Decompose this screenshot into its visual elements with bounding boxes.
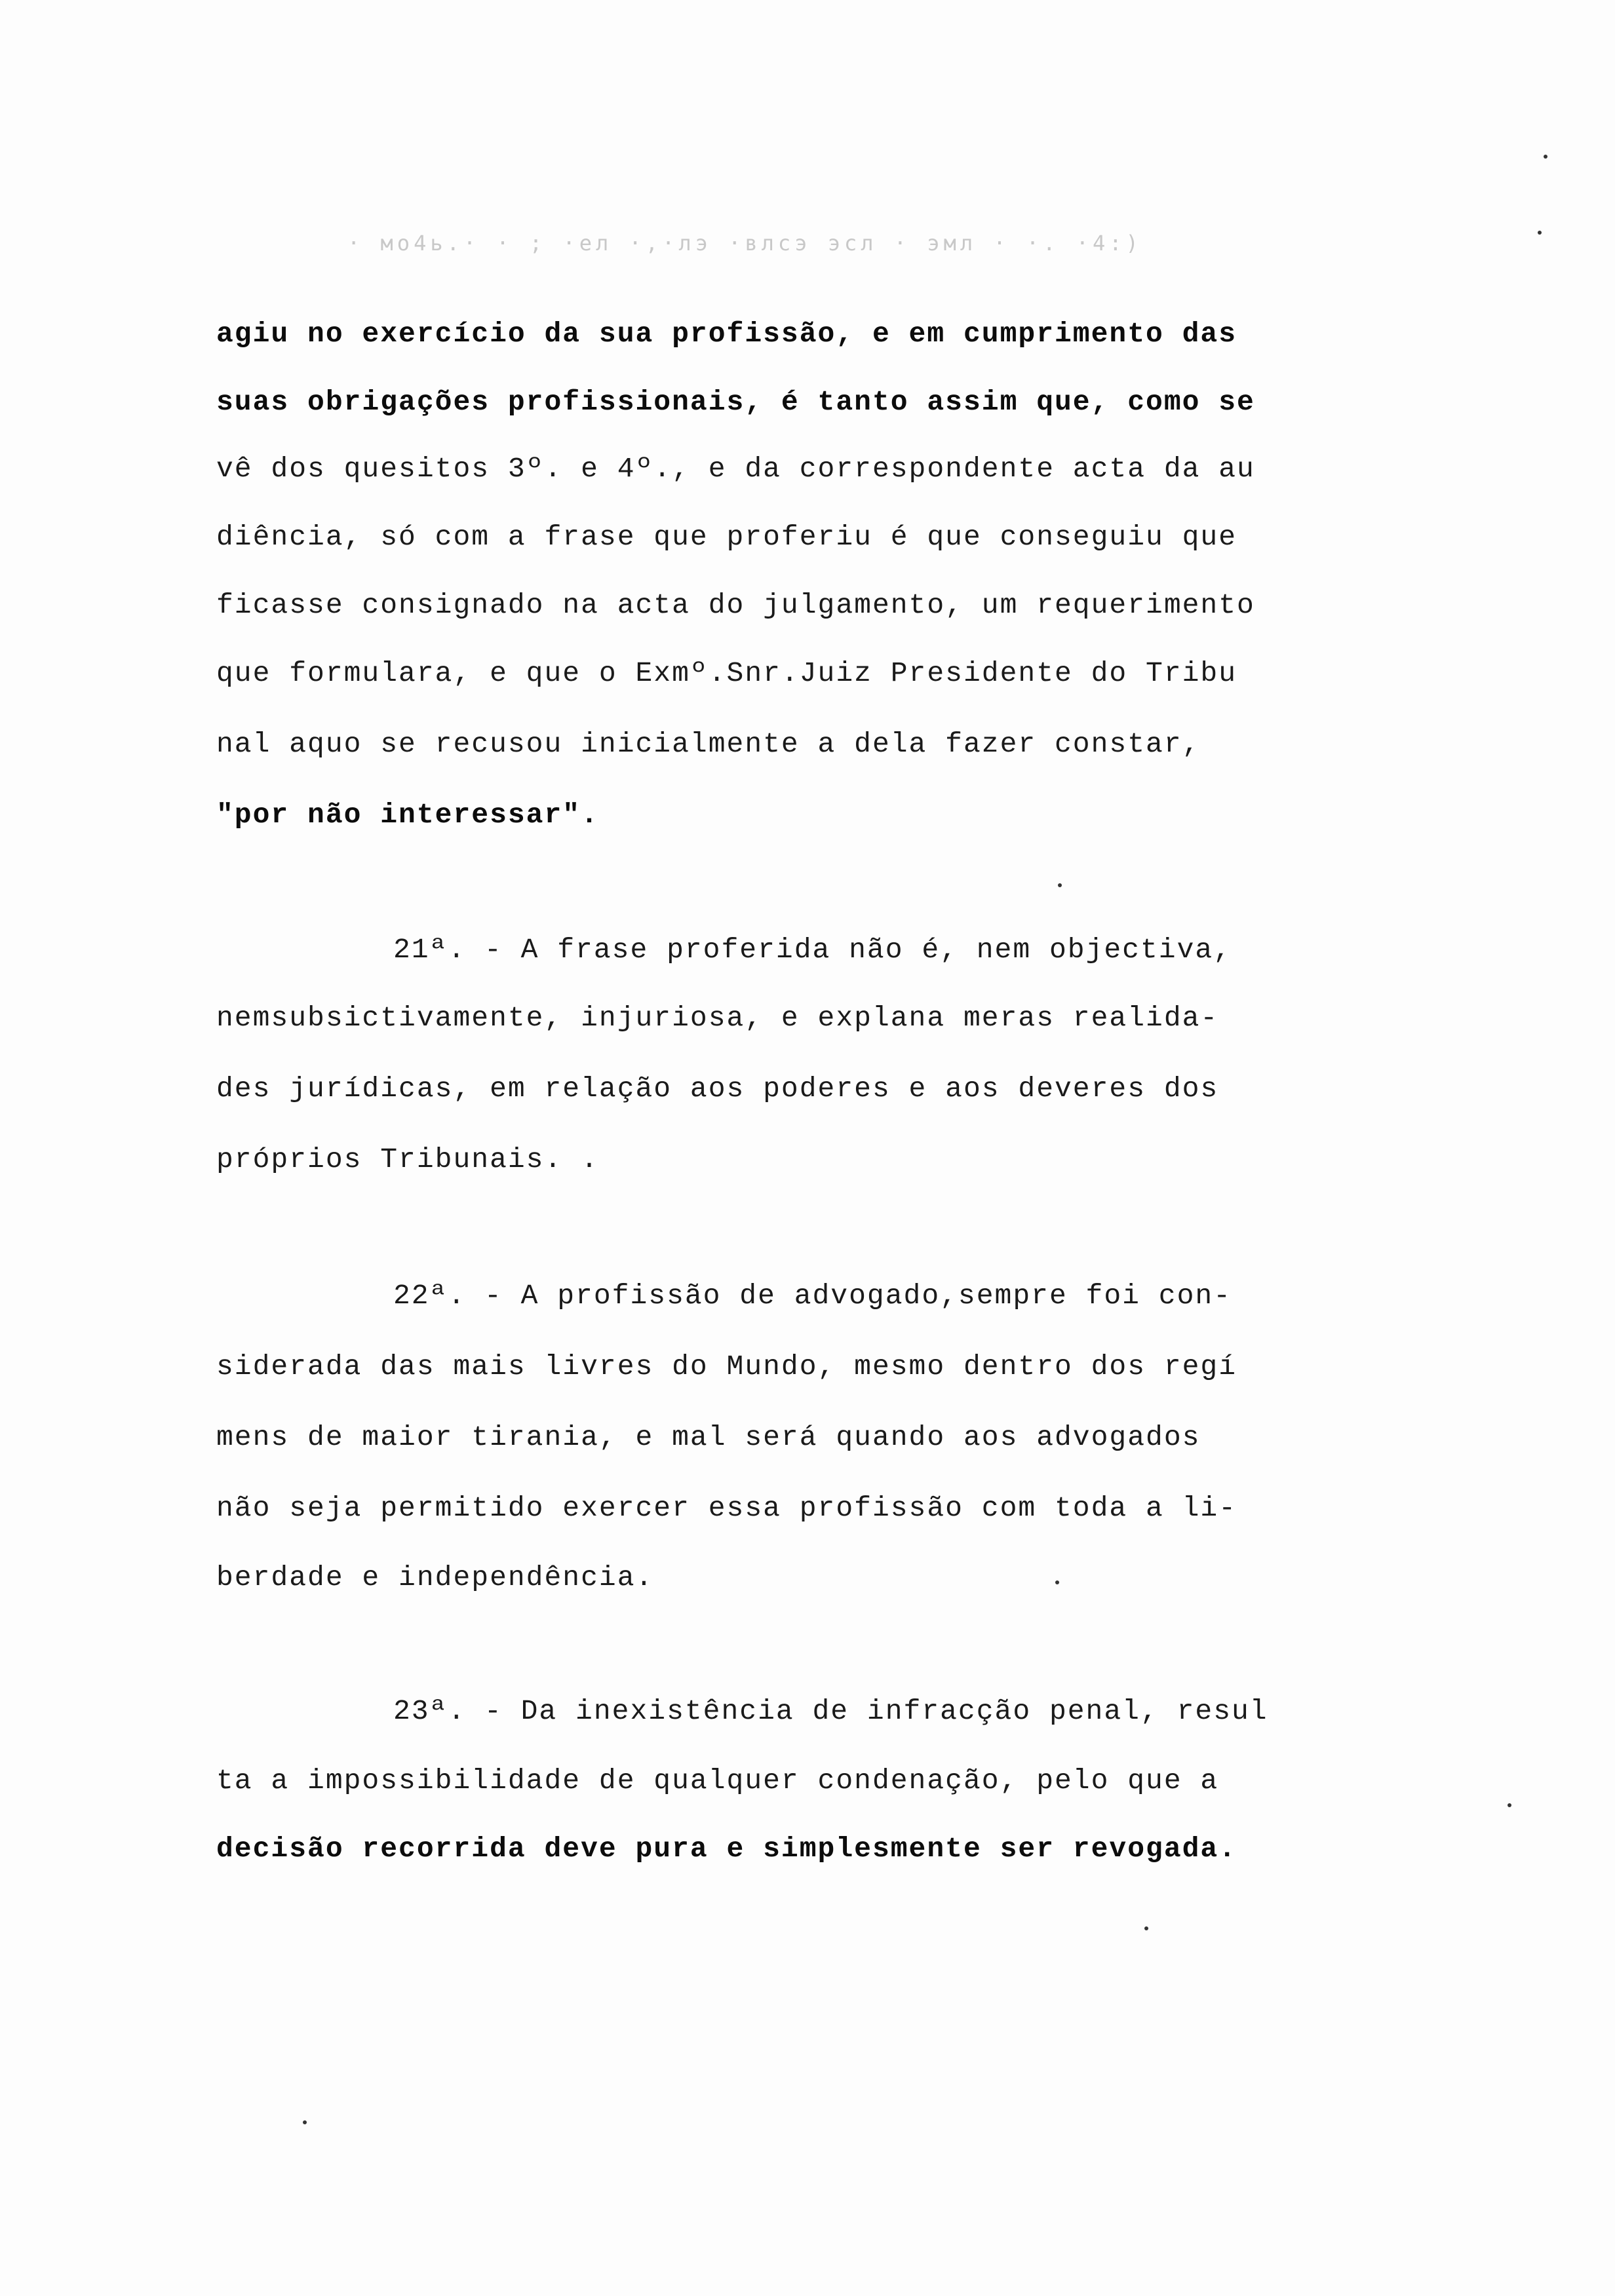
- paragraph-3-line-3: mens de maior tirania, e mal será quando aos advogados: [216, 1421, 1201, 1453]
- scan-speck: [1508, 1803, 1511, 1807]
- paragraph-1-line-3: vê dos quesitos 3º. e 4º., e da correspondente acta da au: [216, 453, 1255, 485]
- paragraph-1-line-1: agiu no exercício da sua profissão, e em cumprimento das: [216, 318, 1237, 350]
- paragraph-4-line-3: decisão recorrida deve pura e simplesmente ser revogada.: [216, 1833, 1237, 1865]
- paragraph-3-line-5: berdade e independência.: [216, 1561, 654, 1594]
- paragraph-3-line-1: 22ª. - A profissão de advogado,sempre foi con-: [393, 1280, 1232, 1312]
- scan-speck: [1538, 231, 1542, 235]
- scan-speck: [1058, 883, 1062, 887]
- paragraph-1-line-8: "por não interessar".: [216, 799, 599, 831]
- scan-speck: [1144, 1926, 1148, 1930]
- paragraph-3-line-4: não seja permitido exercer essa profissão com toda a li-: [216, 1492, 1237, 1524]
- scan-speck: [1544, 155, 1547, 159]
- paragraph-4-line-1: 23ª. - Da inexistência de infracção penal, resul: [393, 1695, 1268, 1727]
- paragraph-2-line-1: 21ª. - A frase proferida não é, nem objectiva,: [393, 934, 1232, 966]
- paragraph-1-line-6: que formulara, e que o Exmº.Snr.Juiz Presidente do Tribu: [216, 657, 1237, 689]
- paragraph-2-line-3: des jurídicas, em relação aos poderes e aos deveres dos: [216, 1073, 1219, 1105]
- paragraph-1-line-4: diência, só com a frase que proferiu é que conseguiu que: [216, 521, 1237, 553]
- paragraph-3-line-2: siderada das mais livres do Mundo, mesmo dentro dos regí: [216, 1350, 1237, 1383]
- scan-speck: [303, 2120, 307, 2124]
- paragraph-1-line-2: suas obrigações profissionais, é tanto assim que, como se: [216, 386, 1255, 418]
- scan-speck: [1055, 1580, 1059, 1584]
- paragraph-2-line-2: nemsubsictivamente, injuriosa, e explana meras realida-: [216, 1002, 1219, 1034]
- paragraph-1-line-5: ficasse consignado na acta do julgamento, um requerimento: [216, 589, 1255, 621]
- paragraph-4-line-2: ta a impossibilidade de qualquer condenação, pelo que a: [216, 1765, 1219, 1797]
- faint-header-text: · мо4ь.· · ; ·ел ·,·лэ ·влсэ эсл · эмл · ·. ·4:): [347, 231, 1142, 256]
- paragraph-1-line-7: nal aquo se recusou inicialmente a dela fazer constar,: [216, 728, 1201, 760]
- paragraph-2-line-4: próprios Tribunais. .: [216, 1143, 599, 1176]
